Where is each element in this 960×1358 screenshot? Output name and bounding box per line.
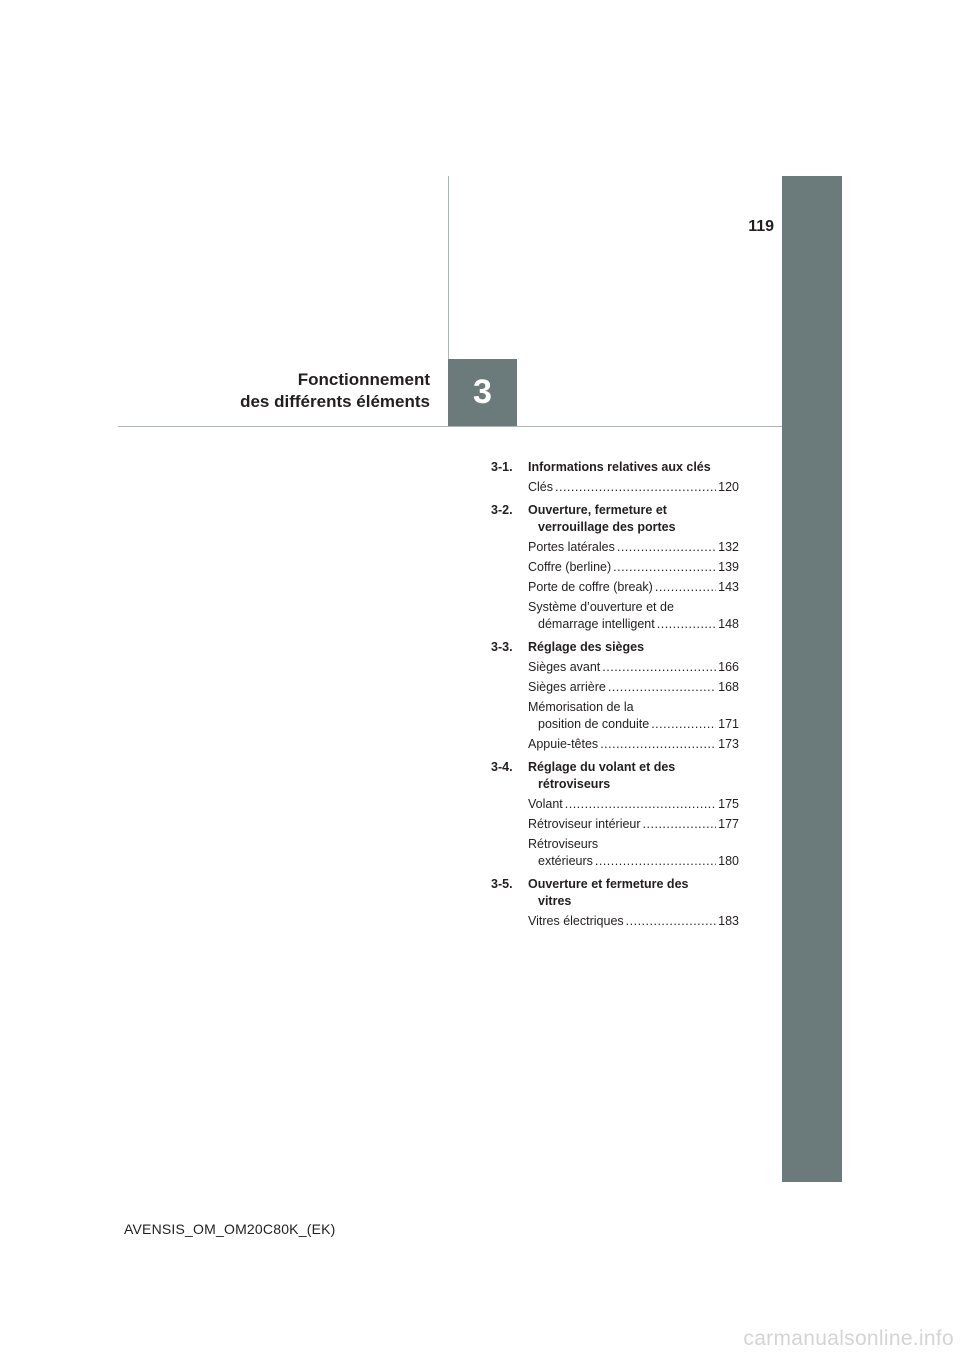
toc-leader-dots xyxy=(651,716,716,733)
toc-entry[interactable] xyxy=(491,913,739,930)
toc-entry-page-number: 168 xyxy=(718,680,739,694)
toc-entry-title-line-2: démarrage intelligent xyxy=(538,617,655,631)
toc-leader-dots xyxy=(595,853,716,870)
toc-entry-title-line-2: position de conduite xyxy=(538,717,650,731)
toc-section-number: 3-2. xyxy=(491,503,513,517)
toc-section-heading[interactable] xyxy=(491,639,739,656)
toc-leader-dots xyxy=(602,659,716,676)
toc-entry-title-line-1: Système d’ouverture et de xyxy=(528,600,674,614)
chapter-number-box xyxy=(448,359,517,426)
toc-section-heading[interactable] xyxy=(491,759,739,793)
toc-leader-dots xyxy=(565,796,716,813)
toc-entry-page-number: 175 xyxy=(718,797,739,811)
toc-entry-title-line-1: Mémorisation de la xyxy=(528,700,634,714)
toc-leader-dots xyxy=(600,736,716,753)
toc-entry-title: Coffre (berline) xyxy=(528,560,612,574)
toc-section-heading[interactable] xyxy=(491,502,739,536)
toc-section-title-line-1: Ouverture et fermeture des xyxy=(528,877,689,891)
toc-entry-page-number: 177 xyxy=(718,817,739,831)
toc-entry[interactable] xyxy=(491,679,739,696)
toc-entry-page-number: 148 xyxy=(718,617,739,631)
toc-leader-dots xyxy=(657,616,716,633)
toc-leader-dots xyxy=(555,479,716,496)
toc-entry-title: Porte de coffre (break) xyxy=(528,580,653,594)
table-of-contents xyxy=(491,459,739,936)
toc-entry-page-number: 132 xyxy=(718,540,739,554)
chapter-title xyxy=(240,369,430,413)
toc-entry-page-number: 120 xyxy=(718,480,739,494)
toc-section-title-line-1: Réglage des sièges xyxy=(528,640,645,654)
chapter-side-tab xyxy=(782,176,842,1182)
chapter-title-line-1: Fonctionnement xyxy=(297,370,430,389)
toc-section-title xyxy=(528,502,739,536)
toc-entry[interactable] xyxy=(491,699,739,733)
toc-entry-title: Volant xyxy=(528,797,563,811)
toc-entry[interactable] xyxy=(491,836,739,870)
toc-section-number: 3-1. xyxy=(491,460,513,474)
toc-section-number: 3-3. xyxy=(491,640,513,654)
toc-section-title xyxy=(528,876,739,910)
toc-section-heading[interactable] xyxy=(491,876,739,910)
toc-leader-dots xyxy=(626,913,716,930)
chapter-title-line-2: des différents éléments xyxy=(240,392,430,411)
toc-entry-page-number: 183 xyxy=(718,914,739,928)
toc-entry-page-number: 139 xyxy=(718,560,739,574)
toc-entry-title: Sièges arrière xyxy=(528,680,606,694)
toc-entry-page-number: 166 xyxy=(718,660,739,674)
toc-section-title-line-1: Ouverture, fermeture et xyxy=(528,503,667,517)
header-vertical-rule xyxy=(448,176,449,359)
toc-section-heading[interactable] xyxy=(491,459,739,476)
toc-entry-title: Portes latérales xyxy=(528,540,615,554)
toc-leader-dots xyxy=(608,679,716,696)
toc-entry-title: Rétroviseur intérieur xyxy=(528,817,641,831)
page-number: 119 xyxy=(748,218,774,235)
toc-section-title xyxy=(528,759,739,793)
toc-section-title-line-1: Réglage du volant et des xyxy=(528,760,676,774)
toc-entry[interactable] xyxy=(491,796,739,813)
toc-leader-dots xyxy=(617,539,716,556)
toc-section-title-line-2: rétroviseurs xyxy=(538,777,611,791)
toc-entry[interactable] xyxy=(491,479,739,496)
toc-section-title xyxy=(528,459,739,476)
toc-entry[interactable] xyxy=(491,579,739,596)
toc-leader-dots xyxy=(655,579,716,596)
toc-entry-page-number: 180 xyxy=(718,854,739,868)
toc-leader-dots xyxy=(643,816,717,833)
toc-section-number: 3-4. xyxy=(491,760,513,774)
toc-section-title xyxy=(528,639,739,656)
chapter-number: 3 xyxy=(473,373,492,411)
toc-entry[interactable] xyxy=(491,816,739,833)
toc-section-title-line-1: Informations relatives aux clés xyxy=(528,460,711,474)
toc-entry-page-number: 171 xyxy=(718,717,739,731)
toc-entry-page-number: 173 xyxy=(718,737,739,751)
toc-entry-title: Appuie-têtes xyxy=(528,737,599,751)
toc-entry[interactable] xyxy=(491,659,739,676)
toc-entry[interactable] xyxy=(491,539,739,556)
header-horizontal-rule xyxy=(118,426,782,427)
toc-entry-title-line-1: Rétroviseurs xyxy=(528,837,599,851)
toc-entry[interactable] xyxy=(491,559,739,576)
document-code: AVENSIS_OM_OM20C80K_(EK) xyxy=(124,1221,336,1237)
toc-entry-page-number: 143 xyxy=(718,580,739,594)
toc-entry[interactable] xyxy=(491,736,739,753)
toc-leader-dots xyxy=(613,559,716,576)
toc-entry-title: Vitres électriques xyxy=(528,914,624,928)
toc-section-number: 3-5. xyxy=(491,877,513,891)
toc-section-title-line-2: verrouillage des portes xyxy=(538,520,676,534)
toc-section-title-line-2: vitres xyxy=(538,894,572,908)
toc-entry-title: Clés xyxy=(528,480,554,494)
toc-entry-title-line-2: extérieurs xyxy=(538,854,593,868)
toc-entry-title: Sièges avant xyxy=(528,660,601,674)
watermark: carmanualsonline.info xyxy=(743,1327,954,1350)
toc-entry[interactable] xyxy=(491,599,739,633)
